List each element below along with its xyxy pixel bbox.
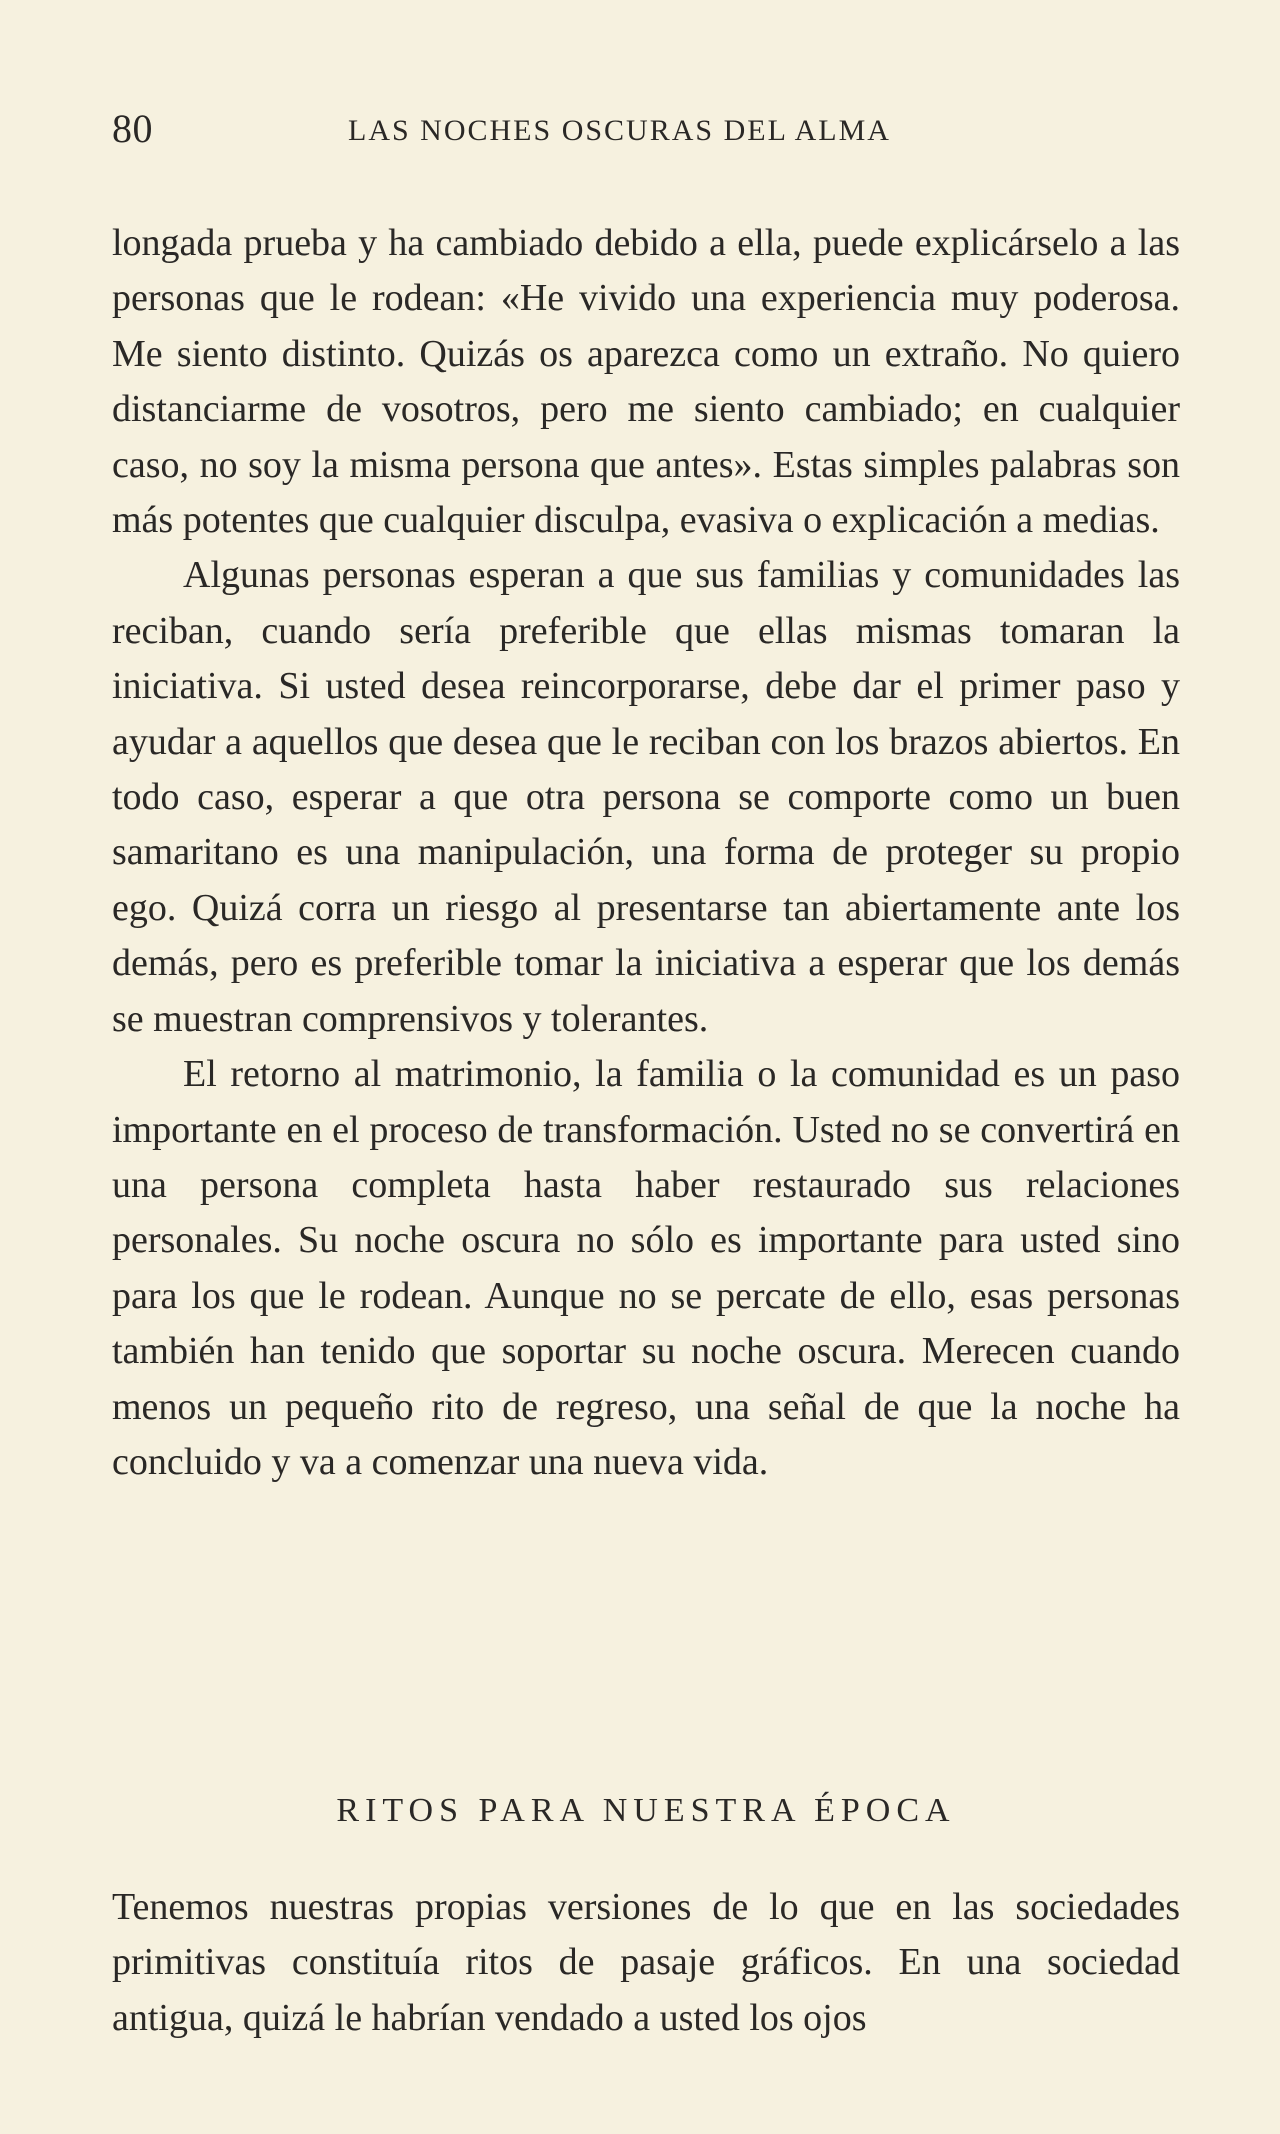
body-text bbox=[112, 216, 1180, 1490]
page-number: 80 bbox=[112, 106, 153, 151]
paragraph: Tenemos nuestras propias versiones de lo que en las sociedades primitivas constituía ritos de pasaje gráficos. En una sociedad antigua, quizá le habrían vendado a usted los ojos bbox=[112, 1886, 1180, 2039]
running-head bbox=[112, 104, 1180, 154]
paragraph: El retorno al matrimonio, la familia o la comunidad es un paso importante en el proceso de transformación. Usted no se convertirá en una persona completa hasta haber restaurado sus relaciones personales. Su noche oscura no sólo es importante para usted sino para los que le rodean. Aunque no se percate de ello, esas personas también han tenido que soportar su noche oscura. Merecen cuando menos un pequeño rito de regreso, una señal de que la noche ha concluido y va a comenzar una nueva vida. bbox=[112, 1053, 1180, 1483]
section-heading: RITOS PARA NUESTRA ÉPOCA bbox=[336, 1792, 956, 1829]
section-text bbox=[112, 1880, 1180, 2046]
paragraph-continued: longada prueba y ha cambiado debido a ella, puede explicárselo a las personas que le rodean: «He vivido una experiencia muy poderosa. Me siento distinto. Quizás os aparezca como un extraño. No quiero distanciarme de vosotros, pero me siento cambiado; en cualquier caso, no soy la misma persona que antes». Estas simples palabras son más potentes que cualquier disculpa, evasiva o explicación a medias. bbox=[112, 222, 1180, 542]
paragraph: Algunas personas esperan a que sus familias y comunidades las reciban, cuando sería preferible que ellas mismas tomaran la iniciativa. Si usted desea reincorporarse, debe dar el primer paso y ayudar a aquellos que desea que le reciban con los brazos abiertos. En todo caso, esperar a que otra persona se comporte como un buen samaritano es una manipulación, una forma de proteger su propio ego. Quizá corra un riesgo al presentarse tan abiertamente ante los demás, pero es preferible tomar la iniciativa a esperar que los demás se muestran comprensivos y tolerantes. bbox=[112, 554, 1180, 1040]
running-title: LAS NOCHES OSCURAS DEL ALMA bbox=[348, 114, 891, 147]
